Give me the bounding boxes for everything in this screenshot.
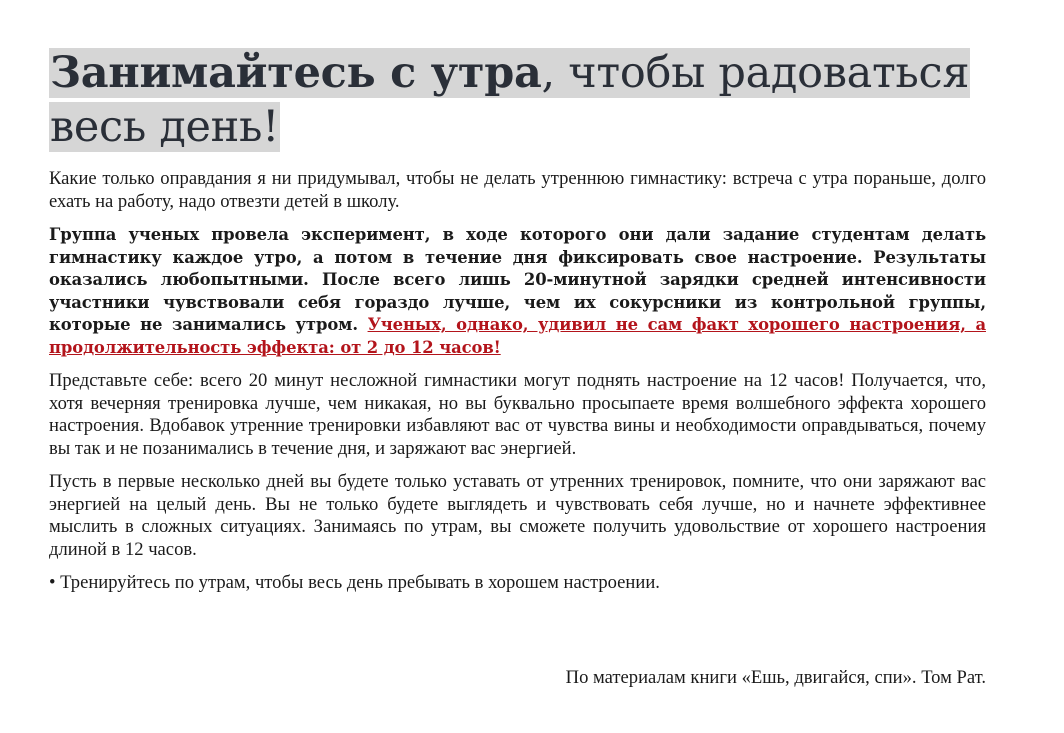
experiment-highlight-link[interactable]: Ученых, однако, удивил не сам факт хорошего настроения, а продолжительность эффекта: от 2 до 12 часов! xyxy=(49,315,986,357)
paragraph-imagine: Представьте себе: всего 20 минут несложной гимнастики могут поднять настроение на 12 часов! Получается, что, хотя вечерняя тренировка лучше, чем никакая, но вы буквально просыпаете время волшебного эффекта хорошего настроения. Вдобавок утренние тренировки избавляют вас от чувства вины и необходимости оправдываться, почему вы так и не позанимались в течение дня, и заряжают вас энергией. xyxy=(49,370,986,459)
title-bold-part: Занимайтесь с утра xyxy=(50,48,542,98)
experiment-text: Группа ученых провела эксперимент, в ходе которого они дали задание студентам делать гимнастику каждое утро, а потом в течение дня фиксировать свое настроение. Результаты оказались любопытными. После всего лишь 20-минутной зарядки средней интенсивности участники чувствовали себя гораздо лучше, чем их сокурсники из контрольной группы, которые не занимались утром. xyxy=(49,225,986,334)
source-attribution: По материалам книги «Ешь, двигайся, спи». Том Рат. xyxy=(565,667,986,688)
paragraph-first-days: Пусть в первые несколько дней вы будете только уставать от утренних тренировок, помните, что они заряжают вас энергией на целый день. Вы не только будете выглядеть и чувствовать себя лучше, но и начнете эффективнее мыслить в сложных ситуациях. Занимаясь по утрам, вы сможете получить удовольствие от хорошего настроения длиной в 12 часов. xyxy=(49,471,986,560)
bullet-tip: • Тренируйтесь по утрам, чтобы весь день пребывать в хорошем настроении. xyxy=(49,572,660,593)
paragraph-experiment xyxy=(49,224,986,359)
article-title xyxy=(49,46,986,154)
paragraph-intro: Какие только оправдания я ни придумывал, чтобы не делать утреннюю гимнастику: встреча с утра пораньше, долго ехать на работу, надо отвезти детей в школу. xyxy=(49,168,986,212)
title-rest-part: , чтобы радоваться весь день! xyxy=(50,48,970,152)
article xyxy=(49,46,986,606)
title-highlight xyxy=(49,48,970,152)
